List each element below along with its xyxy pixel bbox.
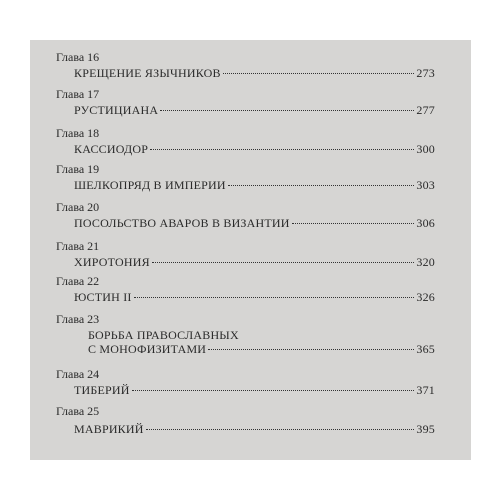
dot-leader bbox=[146, 429, 415, 430]
chapter-title: ЮСТИН II bbox=[74, 290, 132, 304]
page-number: 395 bbox=[416, 422, 435, 436]
dot-leader bbox=[228, 185, 415, 186]
dot-leader bbox=[134, 297, 415, 298]
chapter-title-line bbox=[74, 216, 435, 230]
page-number: 326 bbox=[416, 290, 435, 304]
chapter-number: Глава 19 bbox=[56, 162, 100, 176]
chapter-number: Глава 16 bbox=[56, 50, 100, 64]
chapter-title-line bbox=[74, 255, 435, 269]
dot-leader bbox=[150, 149, 414, 150]
page-number: 365 bbox=[416, 342, 435, 356]
chapter-title-line bbox=[74, 142, 435, 156]
chapter-title-line-1: БОРЬБА ПРАВОСЛАВНЫХ bbox=[88, 328, 239, 342]
chapter-title: С МОНОФИЗИТАМИ bbox=[88, 342, 207, 356]
chapter-title: ТИБЕРИЙ bbox=[74, 383, 130, 397]
page-number: 306 bbox=[416, 216, 435, 230]
book-page bbox=[30, 40, 471, 460]
chapter-number: Глава 20 bbox=[56, 200, 100, 214]
chapter-title: ШЕЛКОПРЯД В ИМПЕРИИ bbox=[74, 178, 226, 192]
chapter-title-line bbox=[74, 103, 435, 117]
page-number: 277 bbox=[416, 103, 435, 117]
chapter-title-line bbox=[74, 178, 435, 192]
chapter-number: Глава 21 bbox=[56, 239, 100, 253]
page-number: 300 bbox=[416, 142, 435, 156]
page-number: 320 bbox=[416, 255, 435, 269]
page-number: 273 bbox=[416, 66, 435, 80]
chapter-title: КАССИОДОР bbox=[74, 142, 149, 156]
dot-leader bbox=[152, 262, 415, 263]
chapter-title: КРЕЩЕНИЕ ЯЗЫЧНИКОВ bbox=[74, 66, 221, 80]
chapter-title-line bbox=[74, 422, 435, 436]
dot-leader bbox=[160, 110, 414, 111]
page-number: 303 bbox=[416, 178, 435, 192]
chapter-number: Глава 17 bbox=[56, 87, 100, 101]
chapter-title: МАВРИКИЙ bbox=[74, 422, 144, 436]
page-number: 371 bbox=[416, 383, 435, 397]
chapter-title-line bbox=[74, 66, 435, 80]
dot-leader bbox=[132, 390, 415, 391]
chapter-number: Глава 25 bbox=[56, 404, 100, 418]
chapter-number: Глава 23 bbox=[56, 312, 100, 326]
chapter-title: ПОСОЛЬСТВО АВАРОВ В ВИЗАНТИИ bbox=[74, 216, 290, 230]
chapter-number: Глава 22 bbox=[56, 274, 100, 288]
chapter-title-line bbox=[74, 290, 435, 304]
dot-leader bbox=[292, 223, 415, 224]
chapter-number: Глава 18 bbox=[56, 126, 100, 140]
chapter-title: РУСТИЦИАНА bbox=[74, 103, 159, 117]
chapter-title-line bbox=[74, 383, 435, 397]
chapter-number: Глава 24 bbox=[56, 367, 100, 381]
chapter-title: ХИРОТОНИЯ bbox=[74, 255, 150, 269]
chapter-title-line bbox=[88, 342, 435, 356]
dot-leader bbox=[208, 349, 414, 350]
dot-leader bbox=[223, 73, 415, 74]
